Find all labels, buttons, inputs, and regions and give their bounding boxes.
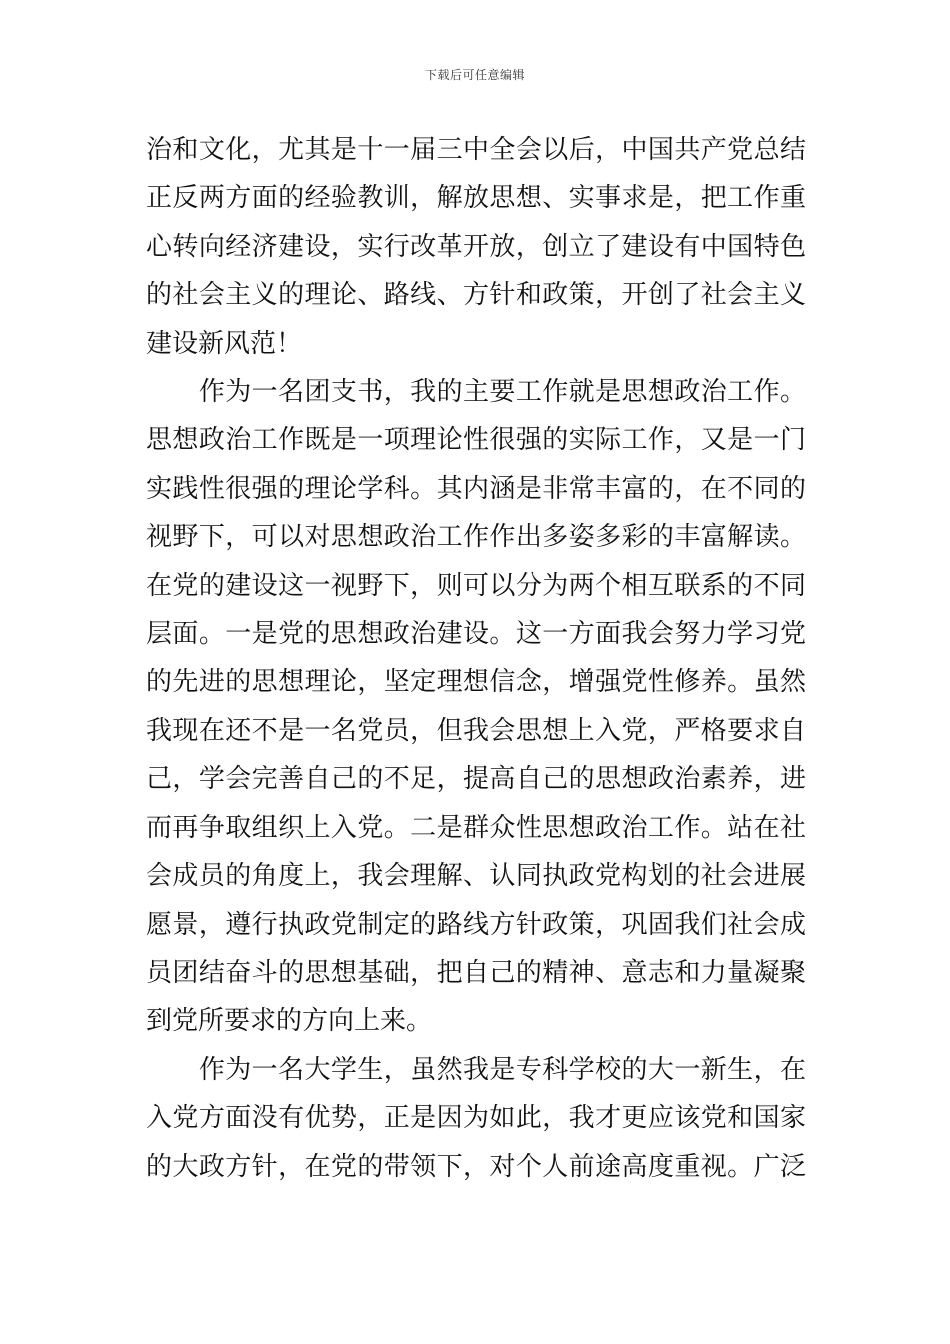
- text-line: 心转向经济建设，实行改革开放，创立了建设有中国特色: [146, 231, 806, 262]
- text-line: 到党所要求的方向上来。: [146, 1006, 433, 1037]
- text-line: 正反两方面的经验教训，解放思想、实事求是，把工作重: [146, 183, 806, 214]
- paragraph-2: [146, 368, 806, 1046]
- text-line: 入党方面没有优势，正是因为如此，我才更应该党和国家: [146, 1103, 806, 1134]
- text-line: 会成员的角度上，我会理解、认同执政党构划的社会进展: [146, 861, 806, 892]
- text-line: 的先进的思想理论，坚定理想信念，增强党性修养。虽然: [146, 667, 806, 698]
- document-body: [146, 126, 806, 1191]
- text-line: 作为一名团支书，我的主要工作就是思想政治工作。: [146, 377, 806, 408]
- text-line: 员团结奋斗的思想基础，把自己的精神、意志和力量凝聚: [146, 957, 806, 988]
- text-line: 层面。一是党的思想政治建设。这一方面我会努力学习党: [146, 619, 806, 650]
- text-line: 视野下，可以对思想政治工作作出多姿多彩的丰富解读。: [146, 522, 806, 553]
- paragraph-3: [146, 1046, 806, 1191]
- text-line: 愿景，遵行执政党制定的路线方针政策，巩固我们社会成: [146, 909, 806, 940]
- text-line: 在党的建设这一视野下，则可以分为两个相互联系的不同: [146, 570, 806, 601]
- text-line: 的社会主义的理论、路线、方针和政策，开创了社会主义: [146, 280, 806, 311]
- text-line: 思想政治工作既是一项理论性很强的实际工作，又是一门: [146, 425, 806, 456]
- text-line: 而再争取组织上入党。二是群众性思想政治工作。站在社: [146, 812, 806, 843]
- text-line: 我现在还不是一名党员，但我会思想上入党，严格要求自: [146, 715, 806, 746]
- text-line: 己，学会完善自己的不足，提高自己的思想政治素养，进: [146, 764, 806, 795]
- text-line: 实践性很强的理论学科。其内涵是非常丰富的，在不同的: [146, 473, 806, 504]
- text-line: 的大政方针，在党的带领下，对个人前途高度重视。广泛: [146, 1151, 806, 1182]
- paragraph-1: [146, 126, 806, 368]
- text-line: 治和文化，尤其是十一届三中全会以后，中国共产党总结: [146, 135, 806, 165]
- text-line: 作为一名大学生，虽然我是专科学校的大一新生，在: [146, 1054, 806, 1085]
- text-line: 建设新风范！: [146, 328, 303, 359]
- page-header: 下载后可任意编辑: [424, 68, 525, 82]
